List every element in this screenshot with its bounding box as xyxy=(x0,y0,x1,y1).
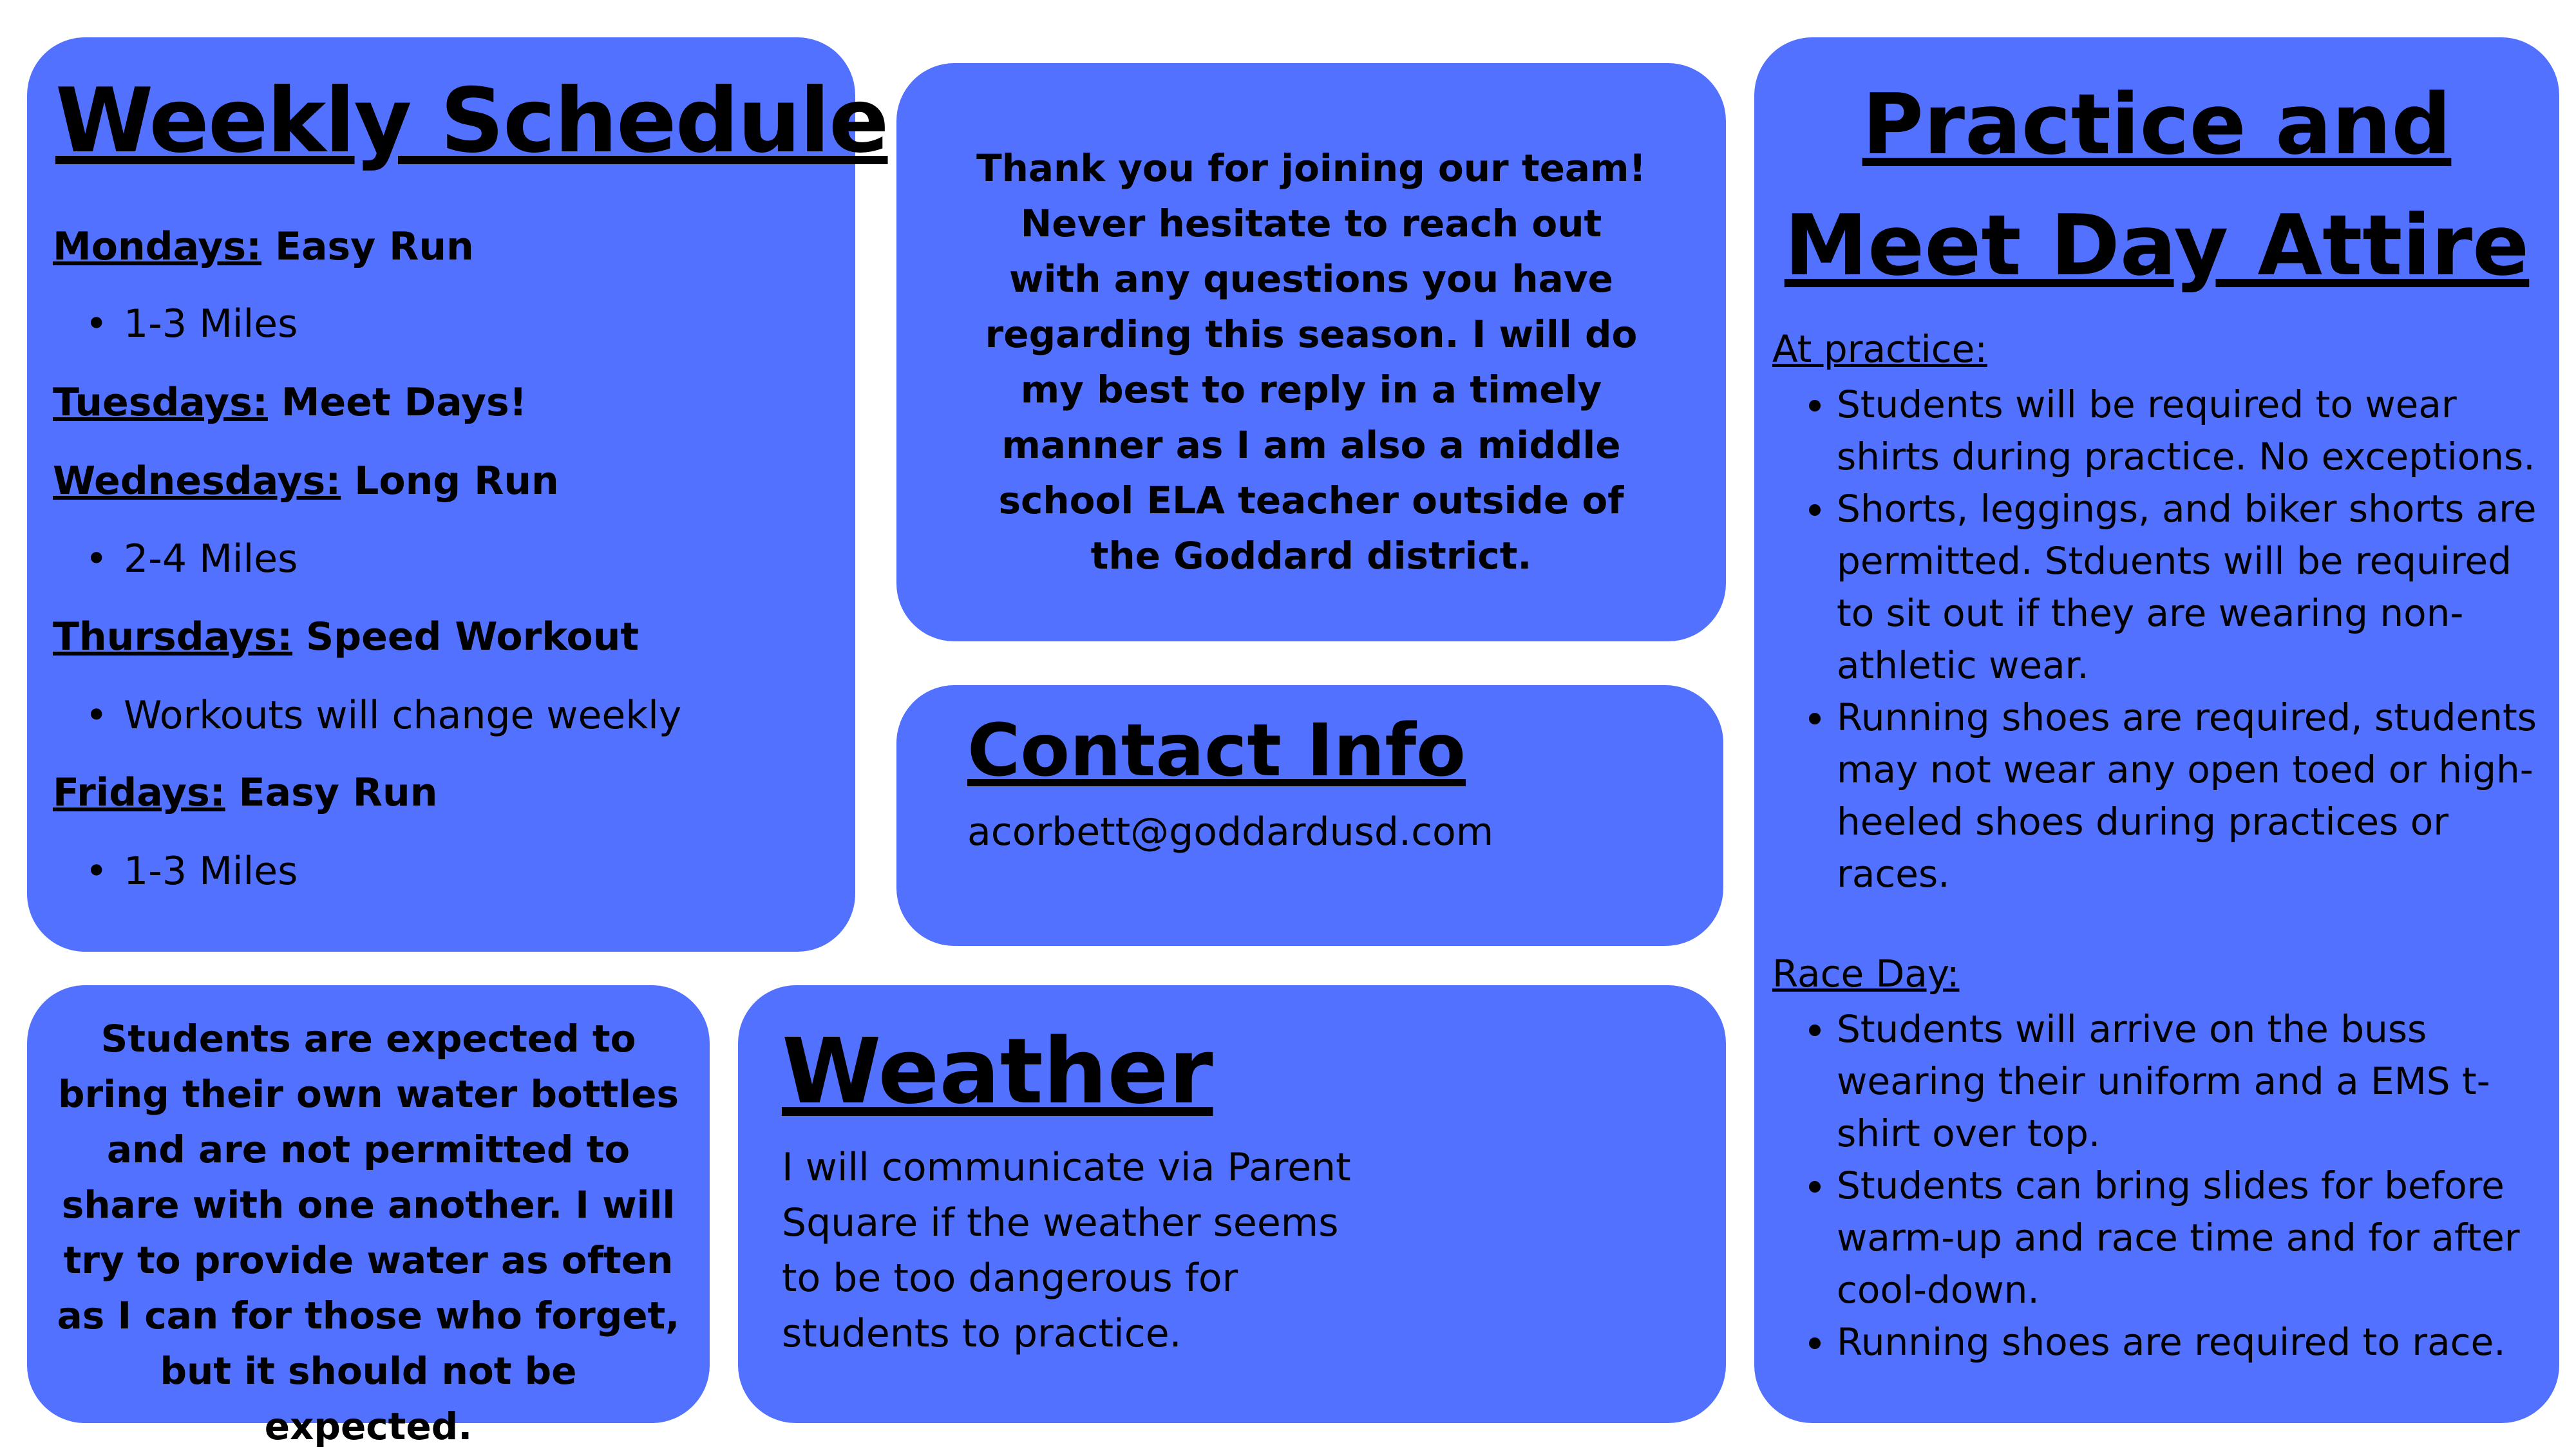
activity-label: Speed Workout xyxy=(305,614,639,659)
race-day-list xyxy=(1772,1003,2539,1368)
list-item: • Students can bring slides for before warm-up and race time and for after cool-down. xyxy=(1837,1160,2539,1316)
list-item: • Students will be required to wear shirts during practice. No exceptions. xyxy=(1837,379,2539,483)
list-item: • Shorts, leggings, and biker shorts are permitted. Stduents will be required to sit out if they are wearing non-athletic wear. xyxy=(1837,483,2539,692)
day-label: Tuesdays: xyxy=(53,380,268,425)
schedule-wednesday xyxy=(53,458,559,504)
schedule-tuesday xyxy=(53,380,527,425)
attire-title-line1: Practice and xyxy=(1862,75,2452,173)
activity-label: Easy Run xyxy=(274,224,474,269)
weather-title: Weather xyxy=(782,1019,1213,1124)
water-text: Students are expected to bring their own water bottles and are not permitted to share with one another. I will try to provide water as often as I can for those who forget, but it should not be expected. xyxy=(57,1017,680,1448)
weekly-schedule-card xyxy=(27,37,888,952)
weekly-schedule-title: Weekly Schedule xyxy=(55,69,888,173)
contact-card xyxy=(896,685,1723,946)
water-card xyxy=(27,985,710,1448)
activity-label: Easy Run xyxy=(238,770,438,815)
contact-email: acorbett@goddardusd.com xyxy=(967,809,1494,854)
activity-label: Long Run xyxy=(354,458,559,504)
day-label: Wednesdays: xyxy=(53,458,341,504)
schedule-detail: • 1-3 Miles xyxy=(124,849,298,894)
practice-list xyxy=(1772,379,2539,900)
activity-label: Meet Days! xyxy=(281,380,527,425)
attire-card xyxy=(1754,37,2559,1423)
race-day-label: Race Day: xyxy=(1772,952,1960,996)
schedule-monday xyxy=(53,224,474,269)
welcome-text: Thank you for joining our team! Never hesitate to reach out with any questions you have regarding this season. I will do my best to reply in a timely manner as I am also a middle school ELA teacher outside of the Goddard district. xyxy=(976,146,1646,578)
schedule-detail: • 2-4 Miles xyxy=(124,536,298,581)
day-label: Mondays: xyxy=(53,224,262,269)
schedule-thursday xyxy=(53,614,639,659)
attire-title-line2: Meet Day Attire xyxy=(1784,196,2530,294)
weather-text: I will communicate via Parent Square if the weather seems to be too dangerous for students to practice. xyxy=(782,1145,1351,1356)
day-label: Thursdays: xyxy=(53,614,293,659)
contact-title: Contact Info xyxy=(967,709,1466,793)
list-item: • Running shoes are required to race. xyxy=(1837,1316,2539,1368)
list-item: • Running shoes are required, students may not wear any open toed or high-heeled shoes during practices or races. xyxy=(1837,692,2539,900)
schedule-friday xyxy=(53,770,437,815)
weather-card xyxy=(738,985,1726,1423)
list-item: • Students will arrive on the buss wearing their uniform and a EMS t-shirt over top. xyxy=(1837,1003,2539,1160)
practice-label: At practice: xyxy=(1772,327,1987,371)
day-label: Fridays: xyxy=(53,770,225,815)
schedule-detail: • Workouts will change weekly xyxy=(124,693,681,738)
welcome-card xyxy=(896,63,1726,641)
schedule-detail: • 1-3 Miles xyxy=(124,301,298,346)
